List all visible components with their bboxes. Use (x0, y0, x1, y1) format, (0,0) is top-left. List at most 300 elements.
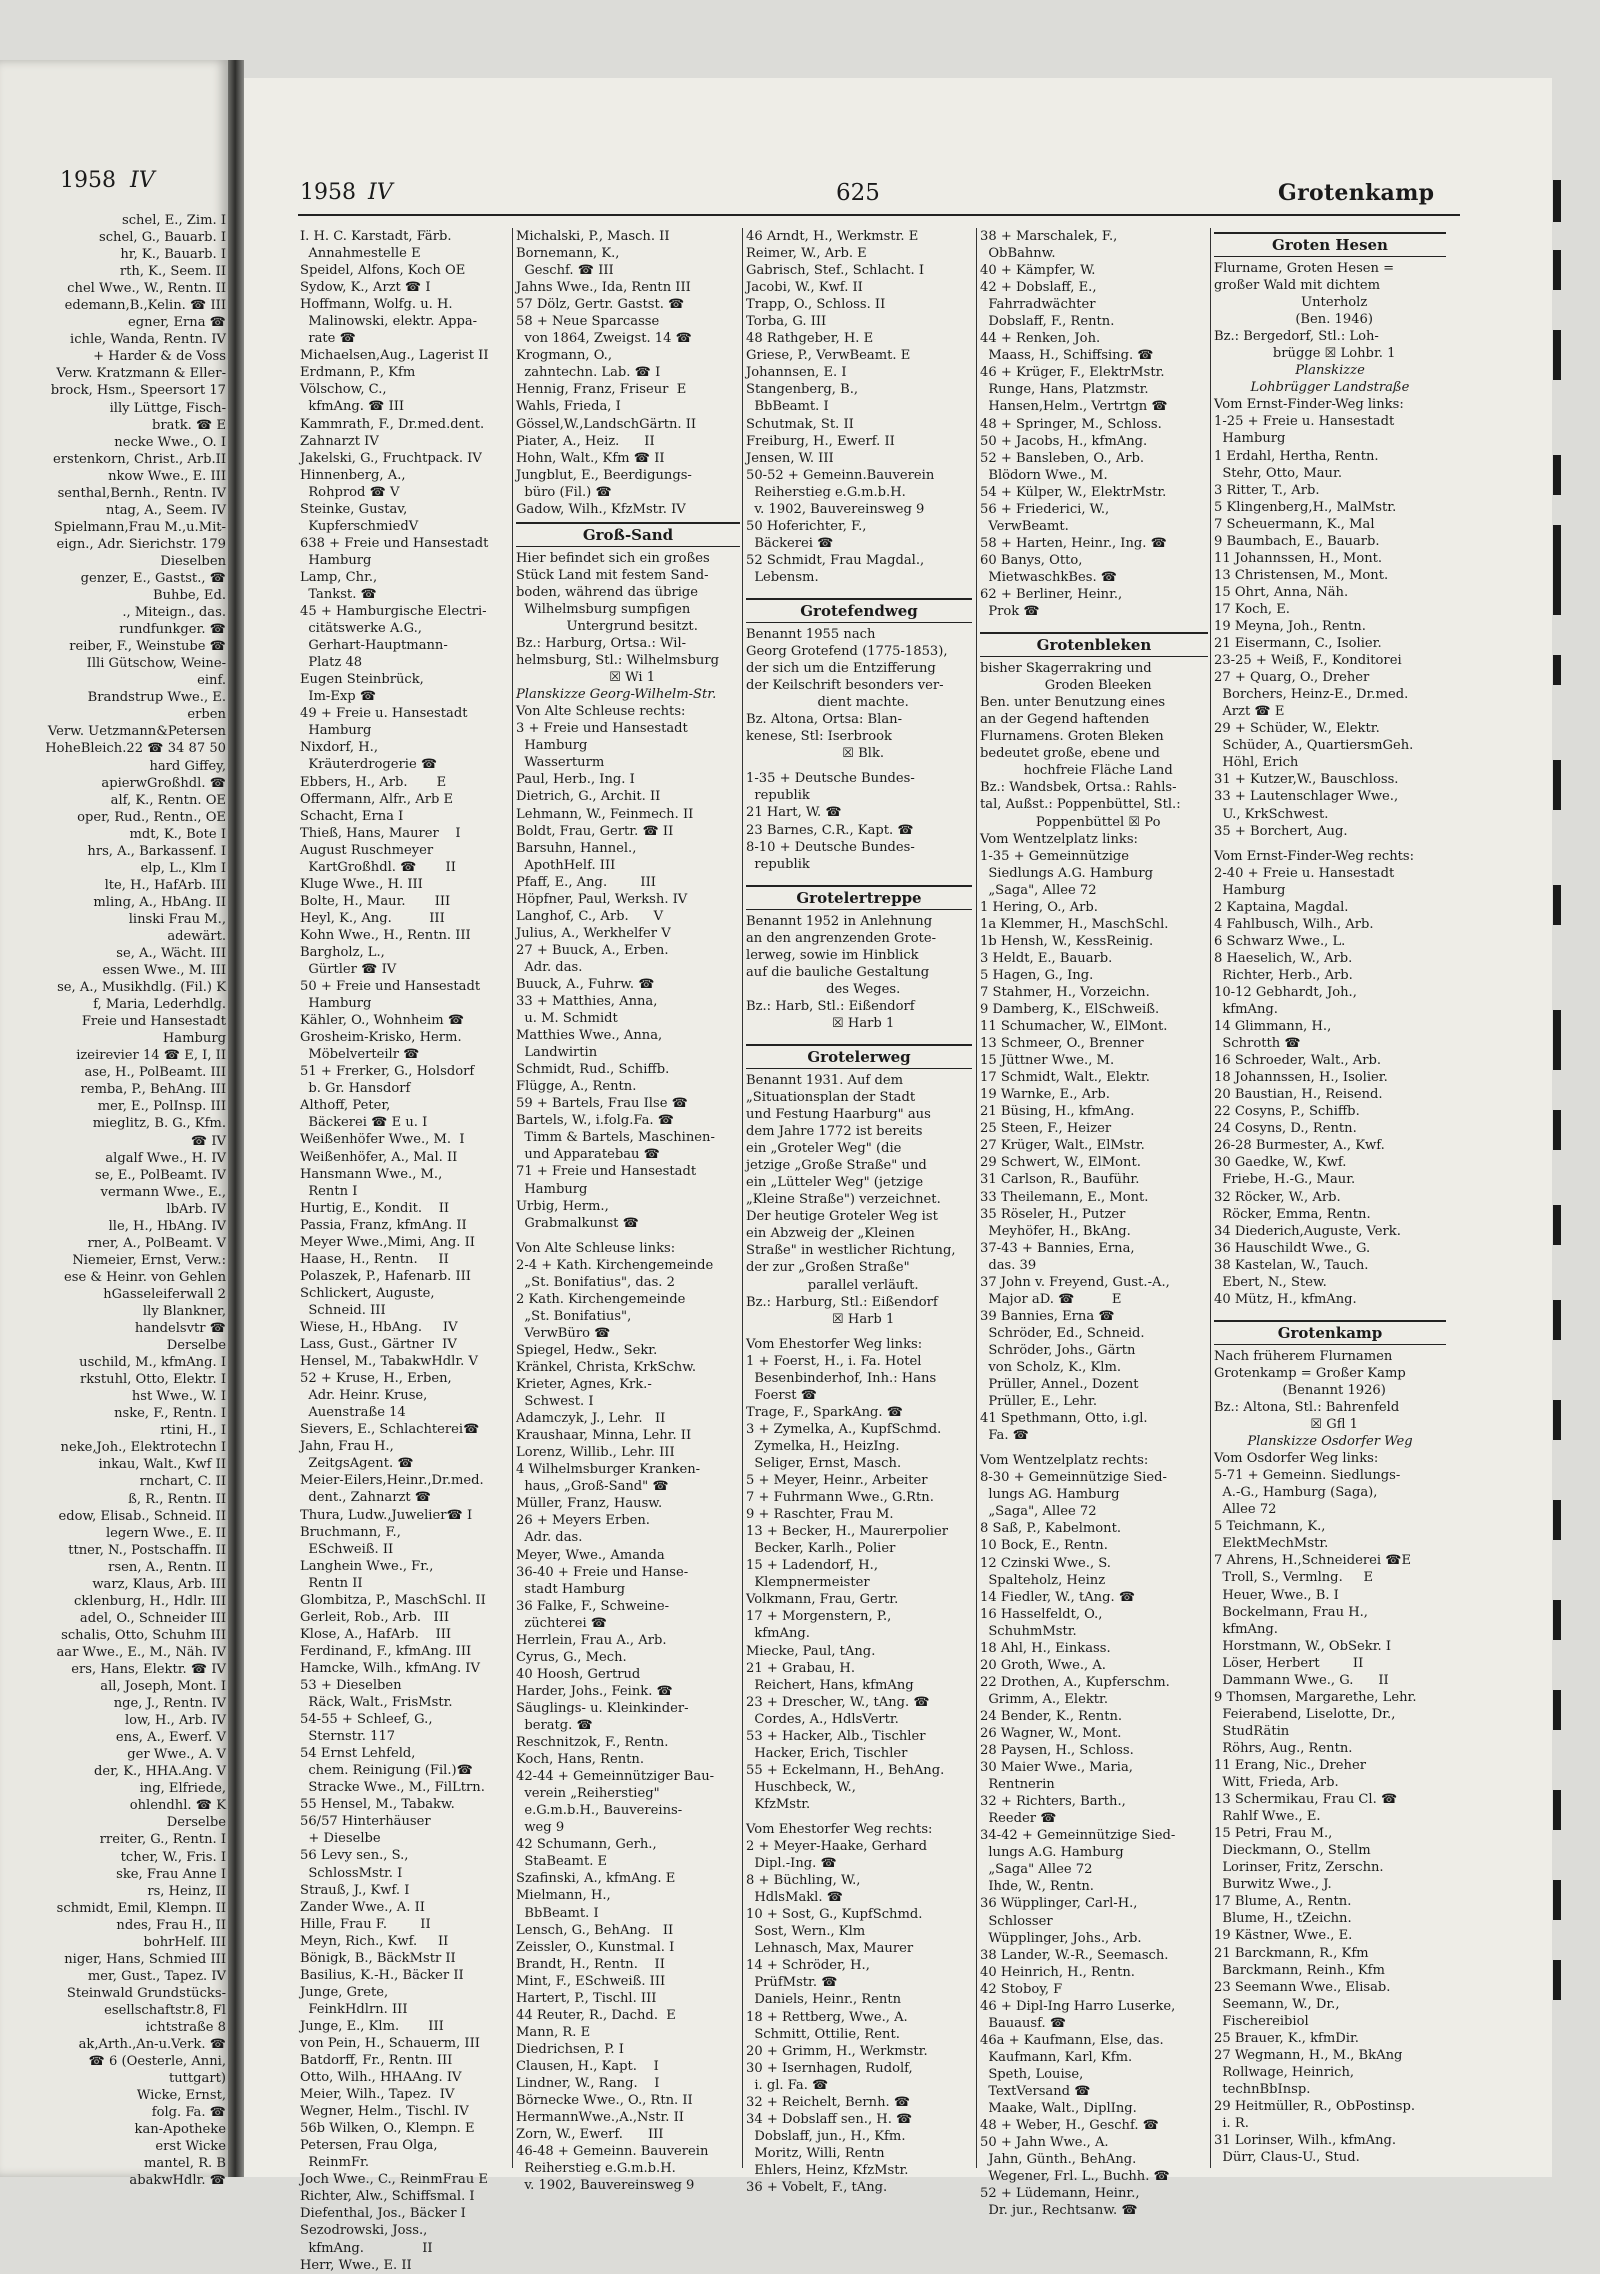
directory-entry: Mann, R. E (516, 2024, 591, 2040)
directory-entry: Bz.: Harb, Stl.: Eißendorf (746, 998, 915, 1014)
directory-entry: züchterei ☎ (516, 1615, 608, 1631)
directory-entry: Dipl.-Ing. ☎ (746, 1856, 837, 1872)
directory-entry: bedeutet große, ebene und (980, 746, 1160, 762)
directory-entry: 27 Krüger, Walt., ElMstr. (980, 1138, 1145, 1154)
directory-entry: 27 Wegmann, H., M., BkAng (1214, 2047, 1403, 2063)
directory-entry: 50 Hoferichter, F., (746, 518, 867, 534)
directory-entry: Heuer, Wwe., B. I (1214, 1587, 1339, 1603)
directory-entry: 25 Brauer, K., kfmDir. (1214, 2030, 1359, 2046)
directory-entry: + Dieselbe (300, 1831, 381, 1847)
directory-entry: Torba, G. III (746, 314, 827, 330)
directory-entry: Piater, A., Heiz. II (516, 433, 655, 449)
directory-entry: weg 9 (516, 1820, 565, 1836)
directory-entry: Langhof, C., Arb. V (516, 908, 664, 924)
directory-entry: Lass, Gust., Gärtner IV (300, 1337, 457, 1353)
left-page-entry: ase, H., PolBeamt. III (84, 1065, 226, 1081)
directory-entry: Foerst ☎ (746, 1387, 818, 1403)
directory-entry: 55 Hensel, M., Tabakw. (300, 1797, 455, 1813)
directory-entry: Räck, Walt., FrisMstr. (300, 1695, 453, 1711)
directory-entry: Lindner, W., Rang. I (516, 2075, 660, 2091)
directory-entry: 18 Ahl, H., Einkass. (980, 1640, 1111, 1656)
left-page-entry: Hamburg (162, 1031, 226, 1047)
directory-entry: Vom Ehestorfer Weg rechts: (746, 1821, 933, 1837)
directory-entry: Dietrich, G., Archit. II (516, 789, 661, 805)
directory-entry: 49 + Freie u. Hansestadt (300, 706, 468, 722)
directory-entry: 24 Cosyns, D., Rentn. (1214, 1121, 1357, 1137)
column-divider (976, 228, 977, 2168)
left-page-entry: mling, A., HbAng. II (93, 894, 226, 910)
directory-entry: der sich um die Entzifferung (746, 661, 936, 677)
left-page-entry: linski Frau M., (128, 911, 226, 927)
directory-entry: Kähler, O., Wohnheim ☎ (300, 1013, 465, 1029)
directory-entry (746, 1328, 972, 1336)
directory-entry: Zander Wwe., A. II (300, 1899, 425, 1915)
directory-entry: Schutmak, St. II (746, 416, 854, 432)
directory-entry: 2-4 + Kath. Kirchengemeinde (516, 1257, 714, 1273)
directory-entry: 13 Christensen, M., Mont. (1214, 567, 1389, 583)
left-page-entry: senthal,Bernh., Rentn. IV (57, 485, 226, 501)
directory-entry: Meier-Eilers,Heinr.,Dr.med. (300, 1473, 484, 1489)
directory-entry: haus, „Groß-Sand" ☎ (516, 1479, 669, 1495)
directory-entry: Horstmann, W., ObSekr. I (1214, 1638, 1392, 1654)
directory-entry: 52 + Bansleben, O., Arb. (980, 450, 1145, 466)
directory-entry: beratg. ☎ (516, 1717, 593, 1733)
directory-entry: 23 + Drescher, W., tAng. ☎ (746, 1694, 930, 1710)
left-page-entry: algalf Wwe., H. IV (105, 1150, 226, 1166)
directory-entry: Richter, Herb., Arb. (1214, 967, 1353, 983)
left-page-entry: ak,Arth.,An-u.Verk. ☎ (78, 2037, 226, 2053)
directory-entry: Flurnamens. Groten Bleken (980, 729, 1164, 745)
directory-entry: 54 + Külper, W., ElektrMstr. (980, 484, 1167, 500)
directory-entry: Kammrath, F., Dr.med.dent. (300, 416, 485, 432)
directory-entry: 56 Levy sen., S., (300, 1848, 409, 1864)
directory-entry: Hamcke, Wilh., kfmAng. IV (300, 1660, 480, 1676)
directory-entry: Prüller, Annel., Dozent (980, 1377, 1139, 1393)
directory-entry: Auenstraße 14 (300, 1405, 406, 1421)
directory-entry: Schlosser (980, 1913, 1053, 1929)
directory-entry: 46-48 + Gemeinn. Bauverein (516, 2144, 709, 2160)
directory-entry: 38 + Marschalek, F., (980, 229, 1118, 244)
directory-entry: Meier, Wilh., Tapez. IV (300, 2087, 455, 2103)
left-page-entry: f, Maria, Lederhdlg. (93, 997, 226, 1013)
directory-entry: Reichert, Hans, kfmAng (746, 1677, 914, 1693)
directory-entry: 26 + Meyers Erben. (516, 1513, 650, 1529)
directory-entry: 14 + Schröder, H., (746, 1958, 870, 1974)
directory-entry: ☒ Gfl 1 (1302, 1417, 1358, 1433)
directory-entry: ElektMechMstr. (1214, 1536, 1329, 1552)
directory-entry: 52 + Kruse, H., Erben, (300, 1371, 452, 1387)
directory-entry: 58 + Harten, Heinr., Ing. ☎ (980, 535, 1167, 551)
directory-entry: 38 Lander, W.-R., Seemasch. (980, 1947, 1169, 1963)
directory-entry: Zorn, W., Ewerf. III (516, 2127, 664, 2143)
directory-entry: Speidel, Alfons, Koch OE (300, 263, 466, 279)
directory-entry: Diefenthal, Jos., Bäcker I (300, 2206, 466, 2222)
directory-entry: 54-55 + Schleef, G., (300, 1712, 433, 1728)
directory-entry: Haase, H., Rentn. II (300, 1251, 449, 1267)
column-2 (516, 228, 740, 2194)
directory-entry: 34 + Dobslaff sen., H. ☎ (746, 2111, 913, 2127)
directory-entry: dent., Zahnarzt ☎ (300, 1490, 432, 1506)
street-section-title: Groten Hesen (1214, 232, 1446, 257)
left-page (0, 60, 228, 2189)
directory-entry: 23-25 + Weiß, F., Konditorei (1214, 653, 1402, 669)
directory-entry: 60 Banys, Otto, (980, 552, 1083, 568)
left-page-entry: ttner, N., Postschaffn. II (68, 1542, 226, 1558)
directory-entry: 8 Saß, P., Kabelmont. (980, 1521, 1122, 1537)
directory-entry: Spiegel, Hedw., Sekr. (516, 1342, 658, 1358)
directory-entry: 53 + Hacker, Alb., Tischler (746, 1728, 926, 1744)
directory-entry: Stück Land mit festem Sand- (516, 567, 709, 583)
directory-entry: 17 Koch, E. (1214, 601, 1290, 617)
directory-entry: Platz 48 (300, 655, 363, 671)
directory-entry: 5 Teichmann, K., (1214, 1519, 1326, 1535)
left-page-entry: rsen, A., Rentn. II (108, 1559, 226, 1575)
directory-entry: brügge ☒ Lohbr. 1 (1264, 346, 1396, 362)
left-page-entry: rner, A., PolBeamt. V (87, 1235, 226, 1251)
directory-entry (980, 620, 1208, 628)
directory-entry: Dr. jur., Rechtsanw. ☎ (980, 2203, 1138, 2219)
directory-entry: Lehnasch, Max, Maurer (746, 1941, 914, 1957)
left-page-entry: rkstuhl, Otto, Elektr. I (79, 1372, 226, 1388)
directory-entry: 58 + Neue Sparcasse (516, 314, 660, 330)
directory-entry: 1-35 + Gemeinnützige (980, 848, 1130, 864)
directory-entry: Bz.: Harburg, Stl.: Eißendorf (746, 1294, 938, 1310)
directory-entry: 32 + Richters, Barth., (980, 1794, 1126, 1810)
directory-entry: i. gl. Fa. ☎ (746, 2077, 829, 2093)
left-page-entry: all, Joseph, Mont. I (100, 1679, 226, 1695)
directory-entry: 15 Petri, Frau M., (1214, 1826, 1333, 1842)
directory-entry: Bäckerei ☎ (746, 535, 834, 551)
directory-entry: kfmAng. ☎ III (300, 399, 405, 415)
directory-entry: Wilhelmsburg sumpfigen (516, 601, 691, 617)
left-page-entry: erst Wicke (155, 2139, 226, 2155)
directory-entry: Benannt 1952 in Anlehnung (746, 913, 933, 929)
directory-entry: Löser, Herbert II (1214, 1655, 1364, 1671)
directory-entry: Kraushaar, Minna, Lehr. II (516, 1428, 692, 1444)
edge-tab-marker (1553, 180, 1561, 222)
directory-entry: VerwBeamt. (980, 518, 1069, 534)
left-page-entry: neke,Joh., Elektrotechn I (60, 1440, 226, 1456)
directory-entry: Schröder, Johs., Gärtn (980, 1342, 1136, 1358)
directory-entry: Hamburg (516, 1181, 588, 1197)
left-page-entry: ☎ IV (190, 1133, 226, 1149)
directory-entry: 11 Schumacher, W., ElMont. (980, 1019, 1168, 1035)
directory-entry: Nixdorf, H., (300, 740, 378, 756)
edge-tab-marker (1553, 1500, 1561, 1540)
directory-entry: StaBeamt. E (516, 1854, 608, 1870)
directory-entry: 31 + Kutzer,W., Bauschloss. (1214, 772, 1399, 788)
directory-entry: 48 Rathgeber, H. E (746, 331, 874, 347)
directory-entry (746, 1813, 972, 1821)
left-page-entry: ichtstraße 8 (145, 2019, 226, 2035)
directory-entry: Ben. unter Benutzung eines (980, 695, 1166, 711)
directory-entry: 50 + Freie und Hansestadt (300, 979, 481, 995)
left-page-entry: + Harder & de Voss (93, 349, 226, 365)
directory-entry: 10 + Sost, G., KupfSchmd. (746, 1907, 923, 1923)
directory-entry: Hurtig, E., Kondit. II (300, 1200, 450, 1216)
directory-entry: Hamburg (1214, 431, 1286, 447)
directory-entry: 30 Maier Wwe., Maria, (980, 1760, 1133, 1776)
left-page-header (60, 168, 155, 193)
directory-entry: Langhein Wwe., Fr., (300, 1558, 434, 1574)
directory-entry: Richter, Alw., Schiffsmal. I (300, 2189, 475, 2205)
directory-entry: i. R. (1214, 2115, 1249, 2131)
left-page-entry: se, A., Wächt. III (116, 946, 226, 962)
directory-entry: chem. Reinigung (Fil.)☎ (300, 1763, 473, 1779)
directory-entry: 35 + Borchert, Aug. (1214, 823, 1348, 839)
directory-entry: 21 Büsing, H., kfmAng. (980, 1104, 1135, 1120)
directory-entry: 14 Glimmann, H., (1214, 1019, 1332, 1035)
edge-tab-marker (1553, 455, 1561, 495)
directory-entry: Vom Osdorfer Weg links: (1214, 1451, 1379, 1467)
directory-entry: Jakelski, G., Fruchtpack. IV (300, 450, 482, 466)
directory-entry: 36 Wüpplinger, Carl-H., (980, 1896, 1138, 1912)
left-page-roman: IV (130, 168, 155, 193)
directory-entry: Jahn, Frau H., (300, 1439, 394, 1455)
left-page-entry: ese & Heinr. von Gehlen (63, 1269, 226, 1285)
directory-entry: Zymelka, H., HeizIng. (746, 1438, 900, 1454)
edge-tab-marker (1553, 1690, 1561, 1730)
directory-entry: 45 + Hamburgische Electri- (300, 604, 487, 620)
directory-entry: Hamburg (516, 738, 588, 754)
directory-entry: 44 Reuter, R., Dachd. E (516, 2007, 676, 2023)
directory-entry: 9 Baumbach, E., Bauarb. (1214, 533, 1380, 549)
directory-entry: 11 Johannssen, H., Mont. (1214, 550, 1383, 566)
directory-entry: Becker, Karlh., Polier (746, 1541, 896, 1557)
directory-entry: jetzige „Große Straße" und (746, 1158, 927, 1174)
directory-entry: 56/57 Hinterhäuser (300, 1814, 431, 1830)
directory-entry: Huschbeck, W., (746, 1779, 856, 1795)
left-page-entry: brock, Hsm., Speersort 17 (50, 383, 226, 399)
left-page-entry: bohrHelf. III (143, 1934, 226, 1950)
directory-entry: Dieckmann, O., Stellm (1214, 1843, 1371, 1859)
directory-entry: Daniels, Heinr., Rentn (746, 1992, 902, 2008)
directory-entry: 36 Falke, F., Schweine- (516, 1598, 670, 1614)
directory-entry: Bönigk, B., BäckMstr II (300, 1950, 456, 1966)
directory-entry: Speth, Louise, (980, 2066, 1084, 2082)
directory-entry: 28 Paysen, H., Schloss. (980, 1743, 1134, 1759)
directory-entry: kfmAng. (1214, 1002, 1278, 1018)
left-page-entry: mantel, R. B (144, 2156, 226, 2172)
left-page-entry: bratk. ☎ E (152, 417, 226, 433)
directory-entry (746, 586, 972, 594)
directory-entry: 20 Baustian, H., Reisend. (1214, 1087, 1383, 1103)
directory-entry: MietwaschkBes. ☎ (980, 569, 1118, 585)
directory-entry: Bargholz, L., (300, 944, 385, 960)
left-page-entry: uschild, M., kfmAng. I (79, 1355, 226, 1371)
column-divider (512, 228, 513, 2168)
directory-entry: 14 Fiedler, W., tAng. ☎ (980, 1589, 1136, 1605)
directory-entry: Barckmann, Reinh., Kfm (1214, 1962, 1385, 1978)
directory-entry: 7 Ahrens, H.,Schneiderei ☎E (1214, 1553, 1412, 1569)
directory-entry: Bäckerei ☎ E u. I (300, 1115, 428, 1131)
directory-entry: Meyn, Rich., Kwf. II (300, 1933, 449, 1949)
directory-entry: Herr, Wwe., E. II (300, 2257, 412, 2273)
directory-entry: 62 + Berliner, Heinr., (980, 586, 1123, 602)
directory-entry: Malinowski, elektr. Appa- (300, 314, 478, 330)
directory-entry: Börnecke Wwe., O., Rtn. II (516, 2093, 693, 2109)
directory-entry: Hansen,Helm., Vertrtgn ☎ (980, 399, 1168, 415)
directory-entry: Paul, Herb., Ing. I (516, 772, 635, 788)
directory-entry: Von Alte Schleuse rechts: (516, 704, 686, 720)
directory-entry: Planskizze (1295, 363, 1365, 379)
left-page-entry: Steinwald Grundstücks- (66, 1985, 226, 2001)
left-page-entry: hrs, A., Barkassenf. I (87, 843, 226, 859)
directory-entry: Miecke, Paul, tAng. (746, 1643, 876, 1659)
directory-entry: 29 Heitmüller, R., ObPostinsp. (1214, 2098, 1416, 2114)
directory-entry: Hille, Frau F. II (300, 1916, 431, 1932)
directory-entry: von Scholz, K., Klm. (980, 1360, 1122, 1375)
directory-entry: 29 Schwert, W., ElMont. (980, 1155, 1141, 1171)
directory-entry: Jungblut, E., Beerdigungs- (516, 467, 692, 483)
directory-entry: BbBeamt. I (746, 399, 829, 415)
directory-entry: Julius, A., Werkhelfer V (516, 925, 671, 941)
directory-entry: Lamp, Chr., (300, 569, 378, 585)
directory-entry: StudRätin (1214, 1723, 1290, 1739)
directory-entry: Unterholz (1292, 295, 1368, 311)
directory-entry: Schneid. III (300, 1302, 386, 1318)
directory-entry: Fa. ☎ (980, 1428, 1029, 1444)
directory-entry: A.-G., Hamburg (Saga), (1214, 1485, 1378, 1501)
directory-entry: Burwitz Wwe., J. (1214, 1877, 1332, 1893)
directory-entry: Michalski, P., Masch. II (516, 229, 670, 244)
directory-entry: republik (746, 788, 810, 804)
edge-tab-marker (1553, 1600, 1561, 1640)
directory-entry: Gössel,W.,LandschGärtn. II (516, 416, 697, 432)
directory-entry: Röhrs, Aug., Rentn. (1214, 1740, 1353, 1756)
left-page-entry: schalis, Otto, Schuhm III (61, 1627, 226, 1643)
left-page-entry: inkau, Walt., Kwf II (98, 1457, 226, 1473)
directory-entry: ESchweiß. II (300, 1541, 394, 1557)
directory-entry: Schröder, Ed., Schneid. (980, 1325, 1145, 1341)
directory-entry: Meyhöfer, H., BkAng. (980, 1223, 1131, 1239)
left-page-entry: niger, Hans, Schmied III (64, 1951, 226, 1967)
directory-entry: 35 Röseler, H., Putzer (980, 1206, 1126, 1222)
left-page-entry: einf. (197, 673, 226, 689)
directory-entry: 1b Hensh, W., KessReinig. (980, 933, 1154, 949)
directory-entry: tal, Außst.: Poppenbüttel, Stl.: (980, 797, 1181, 813)
directory-entry: Glombitza, P., MaschSchl. II (300, 1592, 486, 1608)
edge-tab-marker (1553, 655, 1561, 685)
column-divider (1210, 228, 1211, 2168)
directory-entry: 17 Blume, A., Rentn. (1214, 1894, 1352, 1910)
directory-entry: 13 + Becker, H., Maurerpolier (746, 1524, 948, 1540)
directory-entry: 32 + Reichelt, Bernh. ☎ (746, 2094, 911, 2110)
directory-entry: Straße" in westlicher Richtung, (746, 1243, 956, 1259)
directory-entry: Reimer, W., Arb. E (746, 246, 867, 262)
left-page-entry: nkow Wwe., E. III (108, 468, 226, 484)
directory-entry: Jahns Wwe., Ida, Rentn III (516, 280, 691, 296)
directory-entry: „Saga" Allee 72 (980, 1862, 1093, 1878)
left-page-entry: abakwHdlr. ☎ (129, 2173, 226, 2189)
directory-entry: Reschnitzok, F., Rentn. (516, 1735, 669, 1751)
directory-entry: 20 + Grimm, H., Werkmstr. (746, 2043, 928, 2059)
directory-entry: Geschf. ☎ III (516, 263, 614, 279)
directory-entry: 30 Gaedke, W., Kwf. (1214, 1155, 1347, 1171)
left-page-entry: schel, G., Bauarb. I (98, 230, 226, 246)
header-rule (298, 214, 1460, 216)
directory-entry: Bz.: Bergedorf, Stl.: Loh- (1214, 329, 1379, 345)
left-page-entry: Verw. Kratzmann & Eller- (56, 366, 226, 382)
directory-entry: Blödorn Wwe., M. (980, 467, 1108, 483)
directory-entry: Sost, Wern., Klm (746, 1924, 866, 1940)
directory-entry: HermannWwe.,A.,Nstr. II (516, 2110, 684, 2126)
directory-entry: v. 1902, Bauvereinsweg 9 (516, 2178, 695, 2194)
directory-entry: ReinmFr. (300, 2155, 370, 2171)
directory-entry: Barsuhn, Hannel., (516, 840, 637, 856)
directory-entry: Lebensm. (746, 569, 819, 585)
directory-entry: Krieter, Agnes, Krk.- (516, 1377, 652, 1393)
directory-entry: Basilius, K.-H., Bäcker II (300, 1967, 464, 1983)
directory-entry: Rentn I (300, 1183, 358, 1199)
directory-entry: Bauausf. ☎ (980, 2015, 1067, 2031)
directory-entry: Landwirtin (516, 1045, 598, 1061)
left-page-entry: essen Wwe., M. III (102, 963, 226, 979)
edge-tab-marker (1553, 1400, 1561, 1440)
directory-entry: Witt, Frieda, Arb. (1214, 1775, 1339, 1791)
directory-entry: „Kleine Straße") verzeichnet. (746, 1192, 941, 1208)
directory-entry: bisher Skagerrakring und (980, 661, 1152, 677)
left-page-entry: ntag, A., Seem. IV (106, 502, 226, 518)
directory-entry: technBbInsp. (1214, 2081, 1311, 2097)
directory-entry: Rentnerin (980, 1777, 1055, 1793)
left-page-entry: esellschaftstr.8, Fl (104, 2002, 226, 2018)
directory-entry: 71 + Freie und Hansestadt (516, 1164, 697, 1180)
directory-entry: Sezodrowski, Joss., (300, 2223, 428, 2239)
directory-entry: Gerleit, Rob., Arb. III (300, 1609, 450, 1625)
directory-entry: 3 + Freie und Hansestadt (516, 721, 688, 737)
directory-entry: Grotenkamp = Großer Kamp (1214, 1365, 1406, 1381)
directory-entry: 46 Arndt, H., Werkmstr. E (746, 229, 919, 244)
directory-entry: Reeder ☎ (980, 1811, 1057, 1827)
directory-entry: 48 + Springer, M., Schloss. (980, 416, 1162, 432)
directory-entry: 21 Hart, W. ☎ (746, 805, 842, 821)
directory-entry: 16 Schroeder, Walt., Arb. (1214, 1053, 1382, 1069)
page-number: 625 (836, 180, 880, 206)
directory-entry: 36 + Vobelt, F., tAng. (746, 2179, 888, 2195)
directory-entry: Röcker, Emma, Rentn. (1214, 1206, 1371, 1222)
directory-entry: 7 + Fuhrmann Wwe., G.Rtn. (746, 1490, 934, 1506)
directory-entry: Cyrus, G., Mech. (516, 1649, 627, 1665)
directory-entry: Heyl, K., Ang. III (300, 910, 445, 926)
directory-entry: Jahn, Günth., BehAng. (980, 2152, 1137, 2168)
left-page-entry: low, H., Arb. IV (124, 1713, 226, 1729)
directory-entry: Dobslaff, F., Rentn. (980, 314, 1115, 330)
directory-entry: Säuglings- u. Kleinkinder- (516, 1700, 689, 1716)
directory-entry: Hennig, Franz, Friseur E (516, 382, 687, 398)
directory-entry: 23 Barnes, C.R., Kapt. ☎ (746, 822, 914, 838)
column-3 (746, 228, 972, 2195)
directory-entry: 39 Bannies, Erna ☎ (980, 1308, 1115, 1324)
directory-entry: Kräuterdrogerie ☎ (300, 757, 438, 773)
left-page-entry: der, K., HHA.Ang. V (93, 1764, 226, 1780)
directory-entry: Trapp, O., Schloss. II (746, 297, 886, 313)
header-street-name: Grotenkamp (1278, 180, 1435, 206)
directory-entry: Diedrichsen, P. I (516, 2041, 624, 2057)
street-section-title: Groß-Sand (516, 522, 740, 547)
left-page-entry: Verw. Uetzmann&Petersen (47, 724, 226, 740)
directory-entry: lerweg, sowie im Hinblick (746, 947, 919, 963)
left-page-entry: nge, J., Rentn. IV (113, 1696, 226, 1712)
left-page-entry: adel, O., Schneider III (79, 1610, 226, 1626)
left-page-entry: Dieselben (160, 553, 226, 569)
directory-entry: lungs AG. Hamburg (980, 1487, 1120, 1503)
directory-entry: Vom Ernst-Finder-Weg rechts: (1214, 848, 1415, 864)
directory-entry: 13 Schermikau, Frau Cl. ☎ (1214, 1792, 1398, 1808)
directory-entry: Meyer, Wwe., Amanda (516, 1547, 665, 1563)
directory-entry: Adr. das. (516, 959, 583, 975)
directory-entry: Mielmann, H., (516, 1888, 611, 1904)
